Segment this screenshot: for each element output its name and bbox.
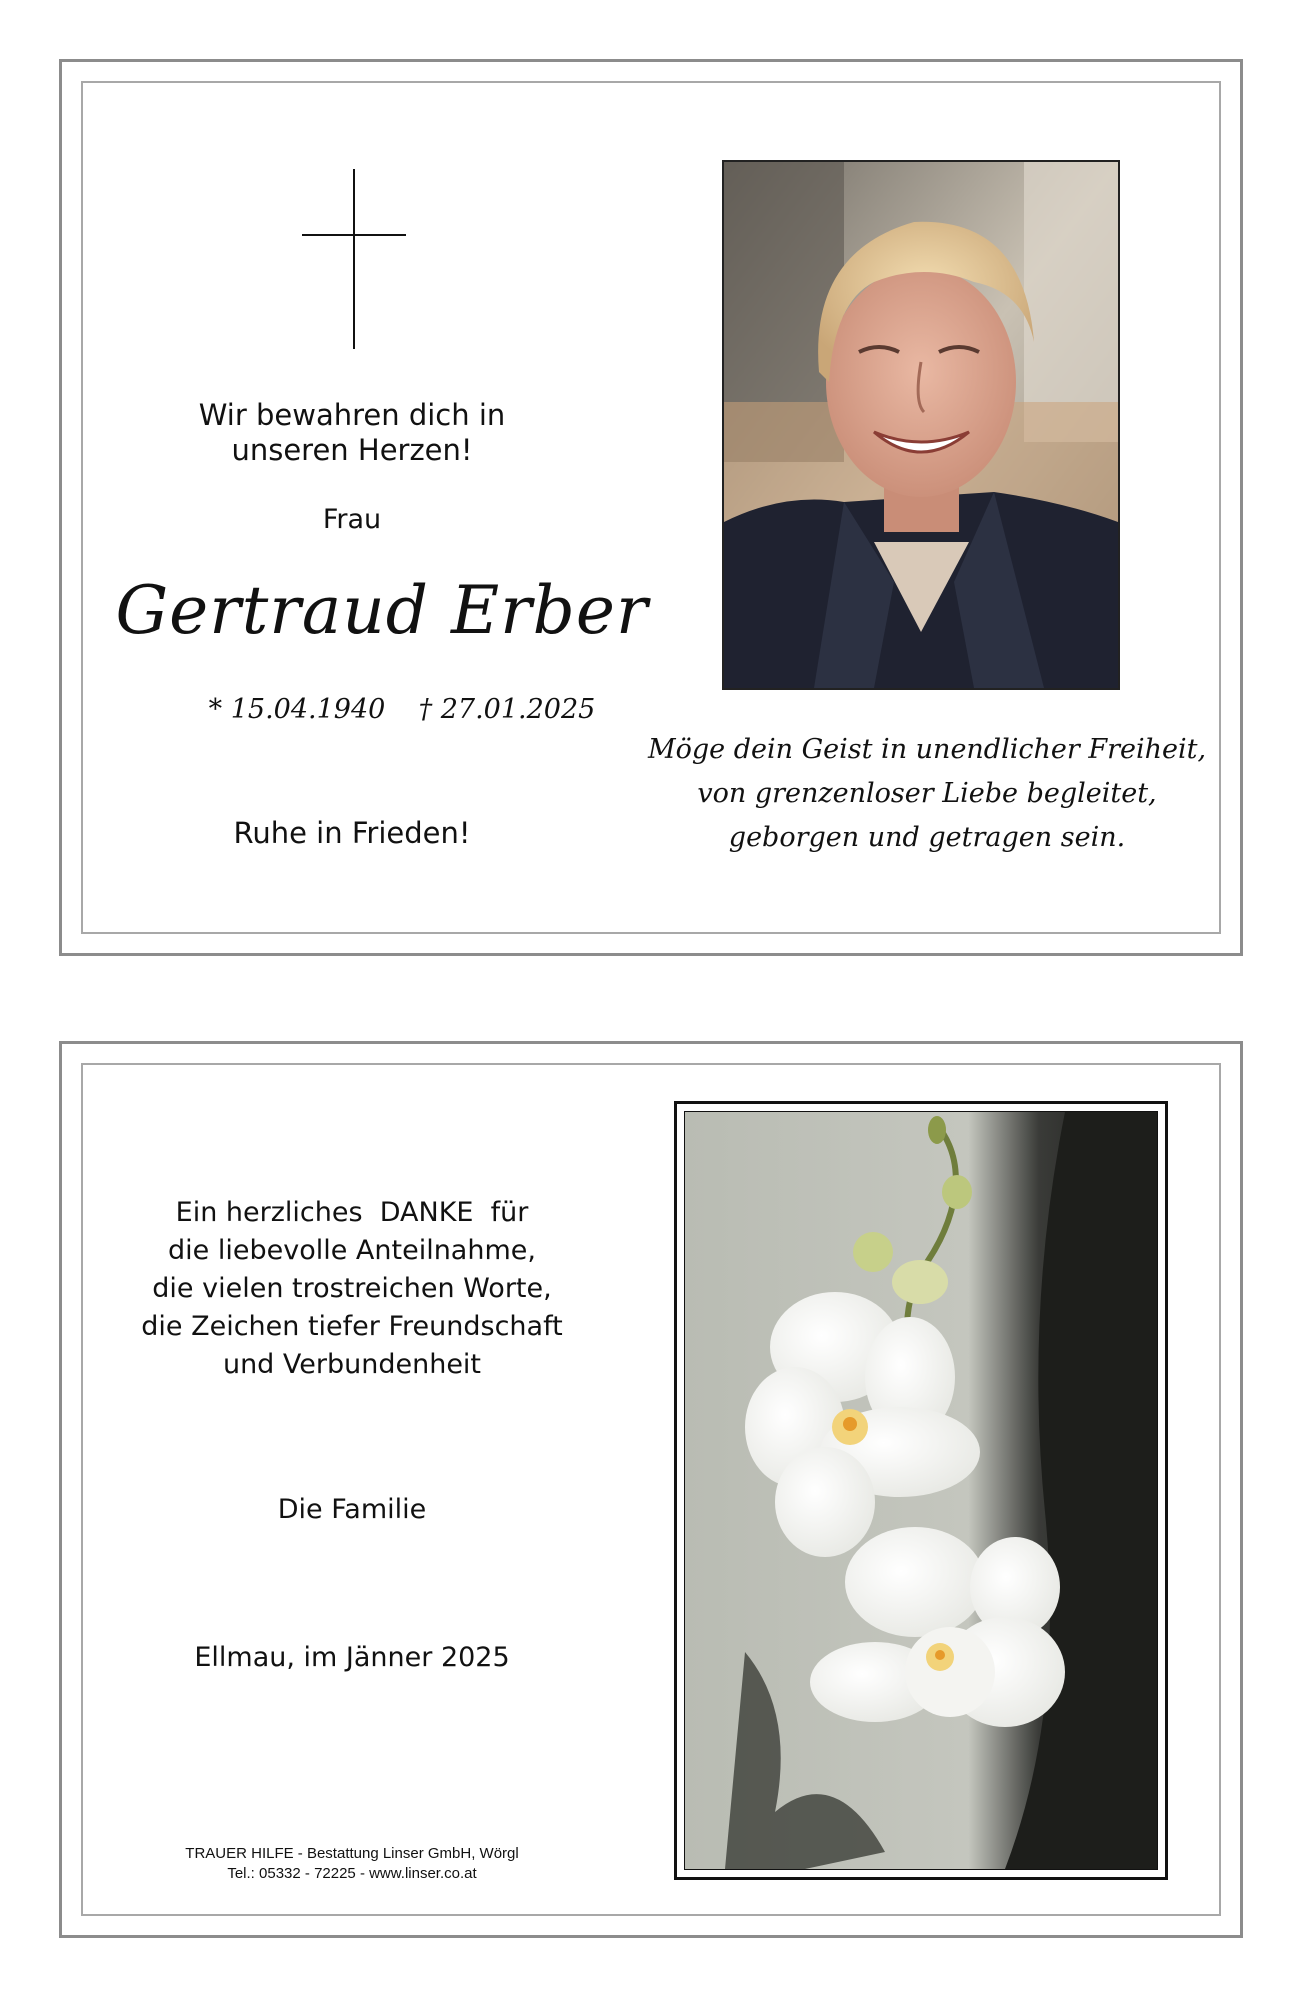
- family-signature: Die Familie: [277, 1494, 427, 1525]
- rest-in-peace: Ruhe in Frieden!: [233, 816, 471, 850]
- portrait-photo: [722, 160, 1120, 690]
- place-date: Ellmau, im Jänner 2025: [194, 1642, 510, 1673]
- poem-line-1: Möge dein Geist in unendlicher Freiheit,: [647, 734, 1207, 765]
- thanks-line-3: die vielen trostreichen Worte,: [152, 1273, 552, 1304]
- remembrance-text: [122, 398, 582, 468]
- birth-date: * 15.04.1940: [208, 694, 386, 725]
- footer-line-1: TRAUER HILFE - Bestattung Linser GmbH, Wörgl: [185, 1845, 519, 1862]
- thanks-line-1: Ein herzliches DANKE für: [175, 1197, 529, 1228]
- orchid-photo: [684, 1111, 1158, 1870]
- orchid-photo-frame: [674, 1101, 1168, 1880]
- front-card: [59, 59, 1243, 956]
- footer-line-2: Tel.: 05332 - 72225 - www.linser.co.at: [227, 1865, 477, 1882]
- thanks-text: [122, 1194, 582, 1384]
- thanks-line-5: und Verbundenheit: [222, 1349, 482, 1380]
- salutation: Frau: [322, 504, 382, 535]
- poem-line-3: geborgen und getragen sein.: [728, 822, 1126, 853]
- thanks-line-2: die liebevolle Anteilnahme,: [168, 1235, 536, 1266]
- deceased-name: Gertraud Erber: [115, 572, 649, 649]
- thanks-line-4: die Zeichen tiefer Freundschaft: [141, 1311, 563, 1342]
- cross-icon: [302, 169, 406, 349]
- remembrance-line-2: unseren Herzen!: [231, 433, 473, 467]
- death-date: † 27.01.2025: [418, 694, 596, 725]
- poem: [642, 728, 1212, 860]
- funeral-home-footer: [122, 1844, 582, 1884]
- remembrance-line-1: Wir bewahren dich in: [198, 398, 506, 432]
- back-card: [59, 1041, 1243, 1938]
- poem-line-2: von grenzenloser Liebe begleitet,: [697, 778, 1157, 809]
